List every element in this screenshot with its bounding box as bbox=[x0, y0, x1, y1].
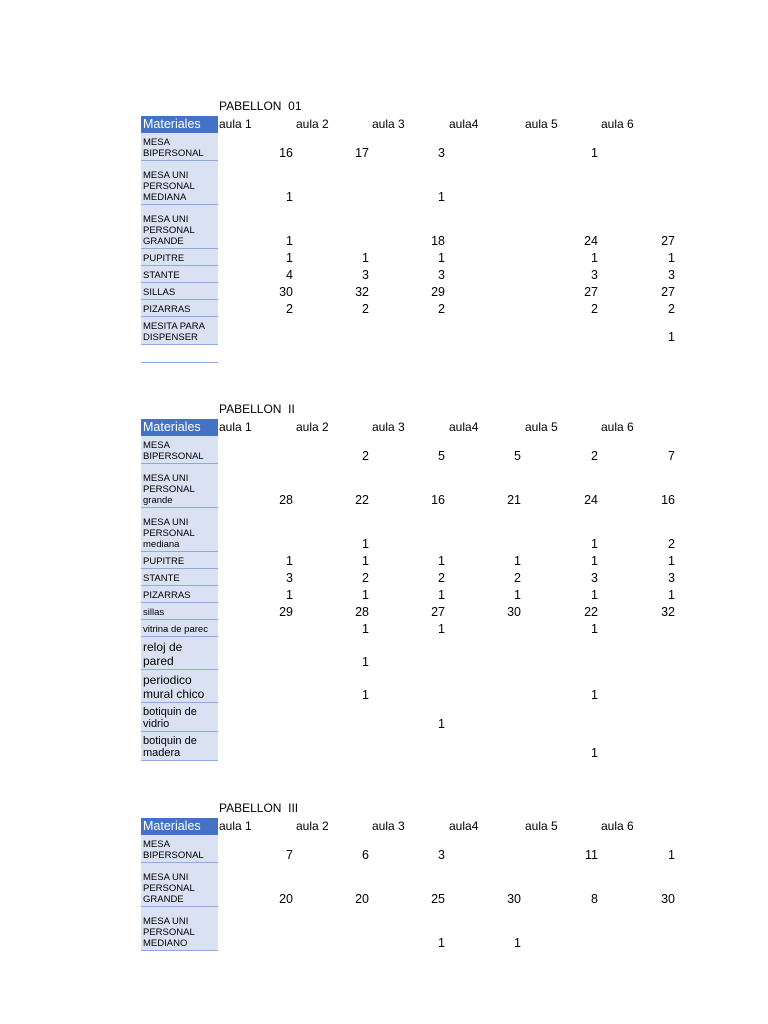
label-line: MEDIANO bbox=[143, 938, 188, 949]
label-line: MEDIANA bbox=[143, 192, 187, 203]
cell-value: 1 bbox=[591, 554, 598, 568]
cell-value: 1 bbox=[591, 588, 598, 602]
cell-value: 16 bbox=[279, 146, 293, 160]
section-title: PABELLON II bbox=[219, 402, 295, 416]
table-row bbox=[0, 620, 768, 637]
cell-value: 1 bbox=[438, 588, 445, 602]
table-row bbox=[0, 637, 768, 670]
table-row bbox=[0, 569, 768, 586]
material-label bbox=[141, 464, 218, 508]
cell-value: 2 bbox=[362, 449, 369, 463]
material-label bbox=[141, 569, 218, 586]
cell-value: 1 bbox=[514, 936, 521, 950]
table-row bbox=[0, 703, 768, 732]
column-header-1: aula 1 bbox=[219, 117, 252, 131]
material-label bbox=[141, 703, 218, 732]
cell-value: 1 bbox=[286, 251, 293, 265]
label-line: MESA bbox=[143, 839, 170, 850]
label-line: grande bbox=[143, 495, 173, 506]
column-header-4: aula4 bbox=[449, 420, 479, 434]
label-line: MESA bbox=[143, 440, 170, 451]
label-line: mediana bbox=[143, 539, 180, 550]
cell-value: 3 bbox=[591, 268, 598, 282]
cell-value: 1 bbox=[668, 554, 675, 568]
column-header-3: aula 3 bbox=[372, 117, 405, 131]
cell-value: 1 bbox=[362, 251, 369, 265]
cell-value: 3 bbox=[591, 571, 598, 585]
cell-value: 1 bbox=[668, 848, 675, 862]
cell-value: 3 bbox=[438, 146, 445, 160]
column-header-5: aula 5 bbox=[525, 819, 558, 833]
cell-value: 20 bbox=[355, 892, 369, 906]
cell-value: 1 bbox=[362, 554, 369, 568]
label-line: GRANDE bbox=[143, 894, 184, 905]
cell-value: 1 bbox=[668, 251, 675, 265]
cell-value: 1 bbox=[438, 554, 445, 568]
cell-value: 4 bbox=[286, 268, 293, 282]
material-label bbox=[141, 508, 218, 552]
label-line: PIZARRAS bbox=[143, 304, 191, 315]
table-row bbox=[0, 161, 768, 205]
column-header-3: aula 3 bbox=[372, 819, 405, 833]
cell-value: 6 bbox=[362, 848, 369, 862]
cell-value: 1 bbox=[668, 588, 675, 602]
column-header-1: aula 1 bbox=[219, 420, 252, 434]
cell-value: 28 bbox=[279, 493, 293, 507]
label-line: BIPERSONAL bbox=[143, 451, 204, 462]
column-header-2: aula 2 bbox=[296, 117, 329, 131]
table-row bbox=[0, 863, 768, 907]
cell-value: 1 bbox=[591, 746, 598, 760]
label-line: mural chico bbox=[143, 686, 205, 701]
cell-value: 1 bbox=[438, 936, 445, 950]
material-label bbox=[141, 670, 218, 703]
column-header-6: aula 6 bbox=[601, 819, 634, 833]
label-line: MESA UNI bbox=[143, 473, 189, 484]
cell-value: 2 bbox=[438, 302, 445, 316]
cell-value: 1 bbox=[286, 554, 293, 568]
cell-value: 1 bbox=[591, 146, 598, 160]
label-line: MESA UNI bbox=[143, 916, 189, 927]
cell-value: 1 bbox=[438, 190, 445, 204]
cell-value: 1 bbox=[362, 588, 369, 602]
label-line: PERSONAL bbox=[143, 927, 195, 938]
table-row bbox=[0, 835, 768, 863]
cell-value: 1 bbox=[591, 622, 598, 636]
cell-value: 22 bbox=[355, 493, 369, 507]
material-label bbox=[141, 863, 218, 907]
cell-value: 2 bbox=[362, 571, 369, 585]
cell-value: 1 bbox=[286, 234, 293, 248]
cell-value: 2 bbox=[514, 571, 521, 585]
cell-value: 1 bbox=[362, 688, 369, 702]
material-label bbox=[141, 907, 218, 951]
cell-value: 2 bbox=[591, 449, 598, 463]
label-line: PERSONAL bbox=[143, 181, 195, 192]
cell-value: 1 bbox=[591, 251, 598, 265]
label-line: PERSONAL bbox=[143, 484, 195, 495]
cell-value: 30 bbox=[661, 892, 675, 906]
materiales-header: Materiales bbox=[141, 818, 218, 835]
cell-value: 1 bbox=[668, 330, 675, 344]
label-line: PERSONAL bbox=[143, 883, 195, 894]
material-label bbox=[141, 266, 218, 283]
material-label bbox=[141, 586, 218, 603]
cell-value: 24 bbox=[584, 493, 598, 507]
cell-value: 3 bbox=[286, 571, 293, 585]
cell-value: 3 bbox=[362, 268, 369, 282]
label-line: MESITA PARA bbox=[143, 321, 205, 332]
label-line: MESA UNI bbox=[143, 872, 189, 883]
cell-value: 32 bbox=[355, 285, 369, 299]
cell-value: 1 bbox=[514, 554, 521, 568]
cell-value: 7 bbox=[286, 848, 293, 862]
cell-value: 5 bbox=[514, 449, 521, 463]
material-label bbox=[141, 552, 218, 569]
material-label bbox=[141, 637, 218, 670]
label-line: DISPENSER bbox=[143, 332, 198, 343]
cell-value: 2 bbox=[362, 302, 369, 316]
cell-value: 16 bbox=[431, 493, 445, 507]
cell-value: 2 bbox=[438, 571, 445, 585]
table-row bbox=[0, 300, 768, 317]
cell-value: 32 bbox=[661, 605, 675, 619]
cell-value: 1 bbox=[591, 537, 598, 551]
cell-value: 1 bbox=[438, 251, 445, 265]
label-line: MESA UNI bbox=[143, 170, 189, 181]
label-line: BIPERSONAL bbox=[143, 148, 204, 159]
cell-value: 1 bbox=[286, 588, 293, 602]
label-line: MESA UNI bbox=[143, 214, 189, 225]
cell-value: 5 bbox=[438, 449, 445, 463]
cell-value: 8 bbox=[591, 892, 598, 906]
cell-value: 30 bbox=[279, 285, 293, 299]
cell-value: 25 bbox=[431, 892, 445, 906]
label-line: PUPITRE bbox=[143, 253, 185, 264]
cell-value: 2 bbox=[668, 302, 675, 316]
label-line: reloj de bbox=[143, 640, 183, 654]
cell-value: 22 bbox=[584, 605, 598, 619]
cell-value: 27 bbox=[431, 605, 445, 619]
material-label bbox=[141, 161, 218, 205]
cell-value: 3 bbox=[438, 268, 445, 282]
cell-value: 3 bbox=[438, 848, 445, 862]
cell-value: 2 bbox=[591, 302, 598, 316]
table-row bbox=[0, 266, 768, 283]
cell-value: 27 bbox=[584, 285, 598, 299]
cell-value: 30 bbox=[507, 605, 521, 619]
label-line: PERSONAL bbox=[143, 225, 195, 236]
cell-value: 18 bbox=[431, 234, 445, 248]
cell-value: 1 bbox=[591, 688, 598, 702]
table-row bbox=[0, 732, 768, 761]
cell-value: 1 bbox=[362, 537, 369, 551]
cell-value: 16 bbox=[661, 493, 675, 507]
cell-value: 1 bbox=[438, 717, 445, 731]
table-row bbox=[0, 552, 768, 569]
column-header-1: aula 1 bbox=[219, 819, 252, 833]
column-header-4: aula4 bbox=[449, 819, 479, 833]
column-header-5: aula 5 bbox=[525, 117, 558, 131]
cell-value: 3 bbox=[668, 268, 675, 282]
label-line: PERSONAL bbox=[143, 528, 195, 539]
table-row bbox=[0, 907, 768, 951]
cell-value: 27 bbox=[661, 234, 675, 248]
label-line: BIPERSONAL bbox=[143, 850, 204, 861]
material-label bbox=[141, 249, 218, 266]
table-row bbox=[0, 586, 768, 603]
cell-value: 20 bbox=[279, 892, 293, 906]
label-line: STANTE bbox=[143, 573, 180, 584]
label-line: sillas bbox=[143, 607, 165, 618]
cell-value: 1 bbox=[438, 622, 445, 636]
label-line: botiquin de bbox=[143, 706, 197, 718]
label-line: PUPITRE bbox=[143, 556, 185, 567]
material-label bbox=[141, 317, 218, 345]
table-row bbox=[0, 464, 768, 508]
cell-value: 17 bbox=[355, 146, 369, 160]
label-line: vidrio bbox=[143, 718, 170, 730]
label-line: periodico bbox=[143, 673, 192, 687]
cell-value: 21 bbox=[507, 493, 521, 507]
materiales-header: Materiales bbox=[141, 116, 218, 133]
label-line: GRANDE bbox=[143, 236, 184, 247]
label-line: vitrina de parec bbox=[143, 624, 208, 635]
column-header-6: aula 6 bbox=[601, 117, 634, 131]
material-label bbox=[141, 283, 218, 300]
table-row bbox=[0, 436, 768, 464]
cell-value: 27 bbox=[661, 285, 675, 299]
cell-value: 1 bbox=[362, 655, 369, 669]
material-label bbox=[141, 620, 218, 637]
cell-value: 1 bbox=[286, 190, 293, 204]
cell-value: 2 bbox=[668, 537, 675, 551]
label-line: SILLAS bbox=[143, 287, 176, 298]
label-line: PIZARRAS bbox=[143, 590, 191, 601]
column-header-2: aula 2 bbox=[296, 420, 329, 434]
cell-value: 7 bbox=[668, 449, 675, 463]
label-line: MESA bbox=[143, 137, 170, 148]
materiales-header: Materiales bbox=[141, 419, 218, 436]
cell-value: 24 bbox=[584, 234, 598, 248]
column-header-2: aula 2 bbox=[296, 819, 329, 833]
section-title: PABELLON III bbox=[219, 801, 299, 815]
label-line: madera bbox=[143, 747, 181, 759]
cell-value: 2 bbox=[286, 302, 293, 316]
cell-value: 28 bbox=[355, 605, 369, 619]
column-header-6: aula 6 bbox=[601, 420, 634, 434]
section-title: PABELLON 01 bbox=[219, 99, 302, 113]
label-line: STANTE bbox=[143, 270, 180, 281]
label-line: pared bbox=[143, 653, 174, 668]
cell-value: 29 bbox=[431, 285, 445, 299]
table-row bbox=[0, 603, 768, 620]
column-header-3: aula 3 bbox=[372, 420, 405, 434]
cell-value: 11 bbox=[585, 848, 598, 862]
table-row bbox=[0, 283, 768, 300]
column-header-5: aula 5 bbox=[525, 420, 558, 434]
table-row bbox=[0, 317, 768, 345]
table-row bbox=[0, 133, 768, 161]
cell-value: 1 bbox=[362, 622, 369, 636]
material-label bbox=[141, 300, 218, 317]
cell-value: 29 bbox=[279, 605, 293, 619]
table-row bbox=[0, 345, 768, 363]
material-label bbox=[141, 205, 218, 249]
table-row bbox=[0, 508, 768, 552]
material-label bbox=[141, 603, 218, 620]
label-line: MESA UNI bbox=[143, 517, 189, 528]
table-row bbox=[0, 205, 768, 249]
cell-value: 3 bbox=[668, 571, 675, 585]
label-line: botiquin de bbox=[143, 735, 197, 747]
cell-value: 30 bbox=[507, 892, 521, 906]
material-label bbox=[141, 732, 218, 761]
table-row bbox=[0, 670, 768, 703]
column-header-4: aula4 bbox=[449, 117, 479, 131]
table-row bbox=[0, 249, 768, 266]
cell-value: 1 bbox=[514, 588, 521, 602]
material-label bbox=[141, 345, 218, 363]
